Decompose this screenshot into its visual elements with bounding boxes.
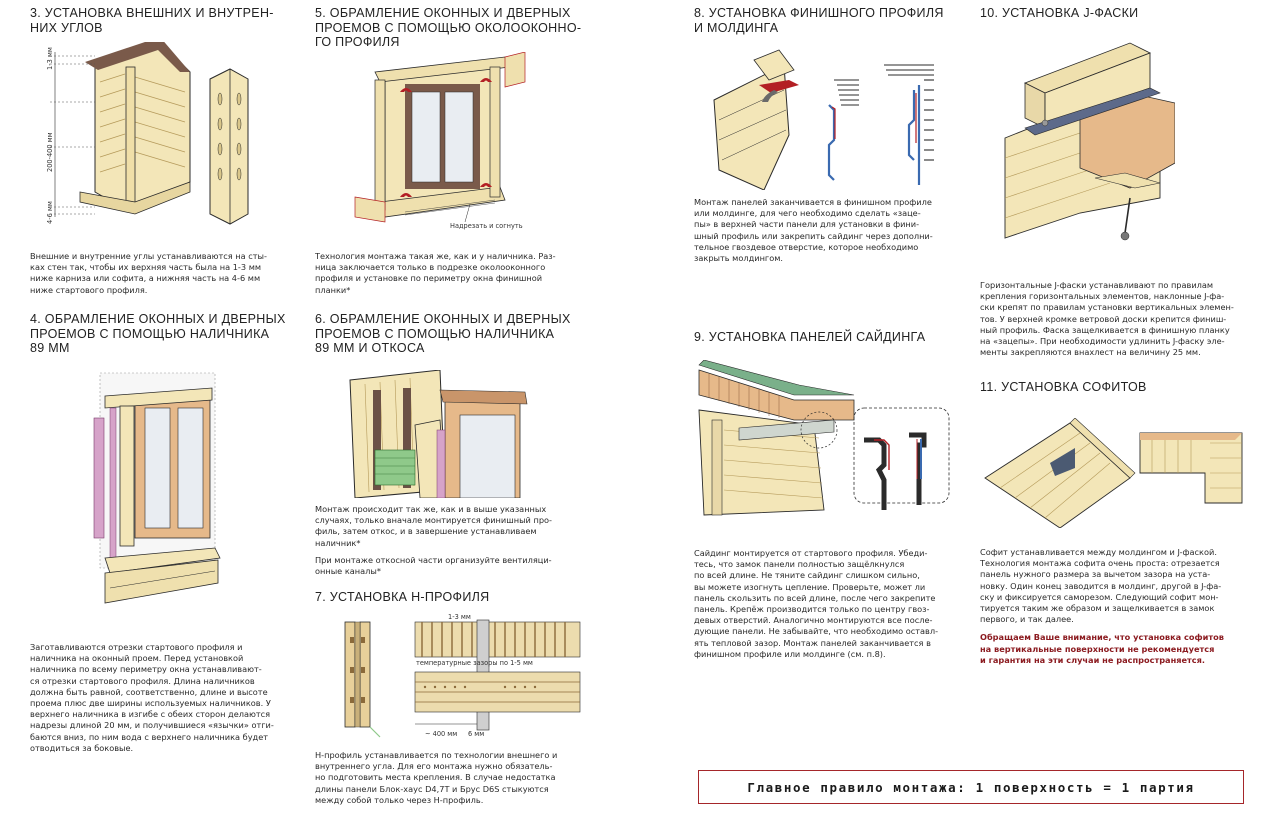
j-bevel-figure xyxy=(1000,38,1175,248)
section-9 xyxy=(694,330,964,345)
h-dim-1-3: 1-3 мм xyxy=(448,613,471,621)
section-4-text: Заготавливаются отрезки стартового профиля и наличника на оконный проем. Перед установкой наличника по всему периметру окна устанавливают- ся отрезки стартового профиля. Длина наличников должна быть равной, соответственно, длине и высоте проема плюс две ширины используемых наличников. У верхнего наличника в изгибе с обеих сторон делаются надрезы длиной 20 мм, и получившиеся «язычки» отги- баются вниз, по ним вода с верхнего наличника будет отводиться за боковые. xyxy=(30,642,274,753)
section-11-text: Софит устанавливается между молдингом и J-фаской. Технология монтажа софита очень проста: отрезается панель нужного размера за вычетом зазора на уста- новку. Один конец заводится в молдинг, другой в J-фа- ску и фиксируется саморезом. Следующий софит мон- тируется таким же образом и защелкивается в замок первого, и так далее. Обращаем Ваше внимание, что установка софитов на вертикальные поверхности не рекомендуется и гарантия на эти случаи не распространяется. xyxy=(980,547,1246,666)
h-profile-figure xyxy=(330,612,590,742)
main-rule-box xyxy=(698,770,1244,804)
finish-profile-figure xyxy=(694,40,964,190)
section-7-title: 7. УСТАНОВКА Н-ПРОФИЛЯ xyxy=(315,590,490,604)
section-9-title: 9. УСТАНОВКА ПАНЕЛЕЙ САЙДИНГА xyxy=(694,330,926,344)
dim-1-3: 1-3 мм xyxy=(46,47,54,70)
section-4 xyxy=(30,312,300,356)
h-dim-400: ~ 400 мм xyxy=(425,730,458,738)
section-10 xyxy=(980,6,1250,21)
section-5-title: 5. ОБРАМЛЕНИЕ ОКОННЫХ И ДВЕРНЫХ ПРОЕМОВ С ПОМОЩЬЮ ОКОЛООКОННО- ГО ПРОФИЛЯ xyxy=(315,6,582,49)
cut-and-bend-caption: Надрезать и согнуть xyxy=(450,222,523,230)
corner-install-figure xyxy=(40,42,295,227)
siding-panels-figure xyxy=(694,360,954,520)
dim-200-400: 200-400 мм xyxy=(46,132,54,172)
dim-4-6: 4-6 мм xyxy=(46,201,54,224)
section-3-title: 3. УСТАНОВКА ВНЕШНИХ И ВНУТРЕН- НИХ УГЛОВ xyxy=(30,6,274,35)
section-11 xyxy=(980,380,1250,395)
soffit-warning-1: Обращаем Ваше внимание, что установка софитов xyxy=(980,632,1224,643)
section-9-text: Сайдинг монтируется от стартового профиля. Убеди- тесь, что замок панели полностью защёлкнулся по всей длине. Не тяните сайдинг слишком сильно, вы можете изогнуть цепление. Проверьте, может ли панель скользить по всей длине, после чего закрепите панель. Крепёж производится только по центру гвоз- девых отверстий. Аналогично монтируются все после- дующие панели. Не забывайте, что необходимо оставл- ять тепловой зазор. Монтаж панелей заканчивается в финишном профиле или молдинге (см. п.8). xyxy=(694,548,939,659)
section-10-text: Горизонтальные J-фаски устанавливают по правилам крепления горизонтальных элементов, наклонные J-фа- ски крепят по правилам установки вертикальных элемен- тов. У верхней кромке ветровой доски крепится финиш- ный профиль. Фаска защелкивается в финишную планку на «зацепы». При необходимости удлинить J-фаску эле- менты закрепляются внахлест на величину 25 мм. xyxy=(980,280,1234,358)
soffit-figure xyxy=(980,418,1245,528)
section-7 xyxy=(315,590,605,605)
h-dim-6: 6 мм xyxy=(468,730,485,738)
section-4-title: 4. ОБРАМЛЕНИЕ ОКОННЫХ И ДВЕРНЫХ ПРОЕМОВ С ПОМОЩЬЮ НАЛИЧНИКА 89 ММ xyxy=(30,312,286,355)
soffit-warning-2: на вертикальные поверхности не рекомендуется xyxy=(980,643,1215,654)
section-6-text: Монтаж происходит так же, как и в выше указанных случаях, только вначале монтируется финишный про- филь, затем откос, и в завершение устанавливаем наличник* При монтаже откосной части организуйте вентиляци- онные каналы* xyxy=(315,504,552,577)
section-5-text: Технология монтажа такая же, как и у наличника. Раз- ница заключается только в подрезке околооконного профиля и установке по периметру окна финишной планки* xyxy=(315,251,556,295)
section-10-title: 10. УСТАНОВКА J-ФАСКИ xyxy=(980,6,1139,20)
section-3-text: Внешние и внутренние углы устанавливаются на сты- ках стен так, чтобы их верхняя часть была на 1-3 мм ниже карниза или софита, а нижняя часть на 4-6 мм ниже стартового профиля. xyxy=(30,251,267,295)
section-3 xyxy=(30,6,300,35)
section-5 xyxy=(315,6,605,50)
window-profile-figure xyxy=(345,52,535,237)
section-8-title: 8. УСТАНОВКА ФИНИШНОГО ПРОФИЛЯ И МОЛДИНГА xyxy=(694,6,944,35)
main-rule-text: Главное правило монтажа: 1 поверхность = 1 партия xyxy=(747,779,1195,795)
casing-89-figure xyxy=(90,368,225,613)
section-8 xyxy=(694,6,964,35)
section-7-text: Н-профиль устанавливается по технологии внешнего и внутреннего угла. Для его монтажа нужно обязатель- но подготовить места крепления. В случае недостатка длины панели Блок-хаус D4,7T и Брус D6S стыкуются между собой только через Н-профиль. xyxy=(315,750,558,805)
casing-slope-figure xyxy=(345,370,530,498)
h-dim-thermal-gaps: температурные зазоры по 1-5 мм xyxy=(416,659,533,667)
soffit-warning-3: и гарантия на эти случаи не распространяется. xyxy=(980,654,1206,665)
section-6 xyxy=(315,312,605,356)
section-11-title: 11. УСТАНОВКА СОФИТОВ xyxy=(980,380,1147,394)
section-8-text: Монтаж панелей заканчивается в финишном профиле или молдинге, для чего необходимо сделать «зацe- пы» в верхней части панели для установки в фини- шный профиль или закрепить сайдинг через дополни- тельное гвоздевое отверстие, которое необходимо закрыть молдингом. xyxy=(694,197,933,264)
section-6-title: 6. ОБРАМЛЕНИЕ ОКОННЫХ И ДВЕРНЫХ ПРОЕМОВ С ПОМОЩЬЮ НАЛИЧНИКА 89 ММ И ОТКОСА xyxy=(315,312,571,355)
